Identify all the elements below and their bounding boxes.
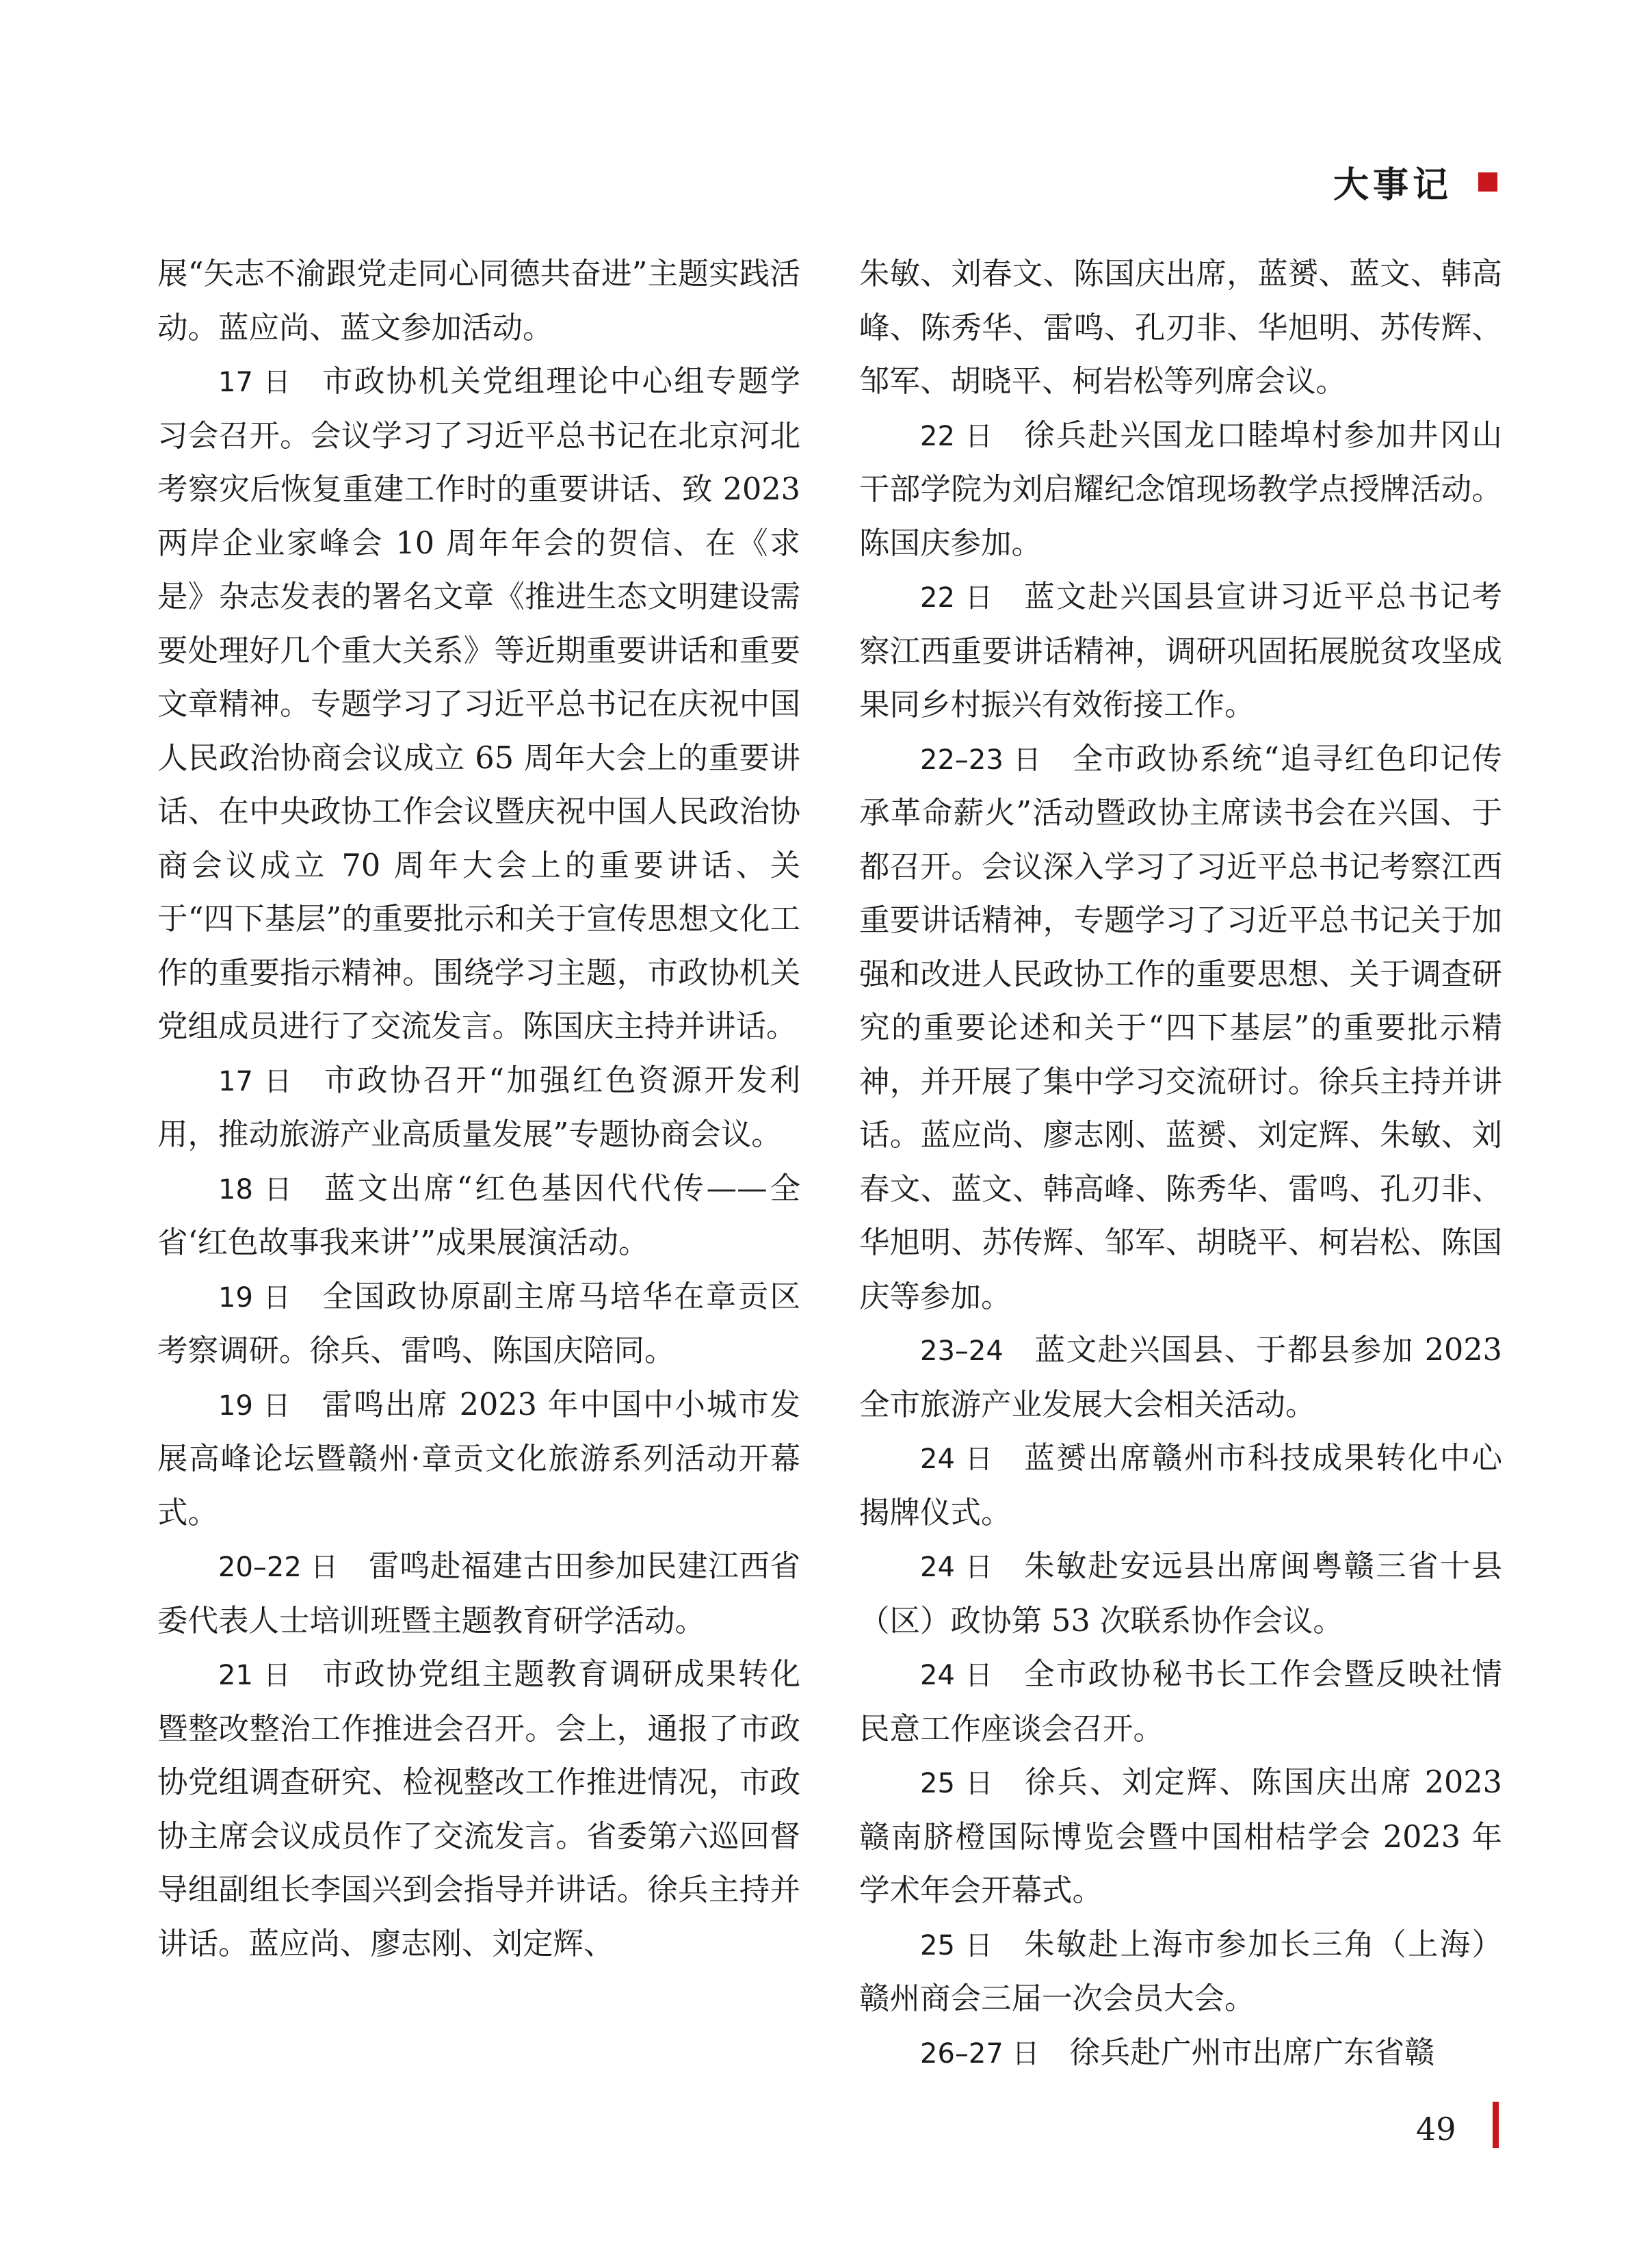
- entry-date: 22 日: [920, 582, 995, 614]
- entry-date: 19 日: [218, 1281, 293, 1314]
- entry-text: 全国政协原副主席马培华在章贡区考察调研。徐兵、雷鸣、陈国庆陪同。: [157, 1279, 800, 1368]
- entry-date: 26–27 日: [920, 2037, 1040, 2070]
- entry-text: 市政协召开“加强红色资源开发利用，推动旅游产业高质量发展”专题协商会议。: [157, 1062, 800, 1152]
- left-column: [157, 248, 800, 1971]
- chronicle-entry: [859, 1756, 1502, 1918]
- entry-text: 朱敏赴上海市参加长三角（上海）赣州商会三届一次会员大会。: [859, 1927, 1502, 2016]
- chronicle-entry: [859, 2026, 1502, 2081]
- entry-date: 24 日: [920, 1444, 995, 1475]
- entry-date: 22 日: [920, 420, 995, 452]
- entry-date: 17 日: [218, 1065, 294, 1097]
- entry-text: 蓝文出席“红色基因代代传——全省‘红色故事我来讲’”成果展演活动。: [157, 1171, 800, 1260]
- chronicle-entry: [859, 1540, 1502, 1648]
- entry-continuation: [157, 248, 800, 355]
- entry-text: 展“矢志不渝跟党走同心同德共奋进”主题实践活动。蓝应尚、蓝文参加活动。: [157, 257, 800, 345]
- entry-text: 朱敏、刘春文、陈国庆出席，蓝赟、蓝文、韩高峰、陈秀华、雷鸣、孔刃非、华旭明、苏传辉、邹军、胡晓平、柯岩松等列席会议。: [859, 257, 1502, 399]
- chronicle-entry: [859, 1324, 1502, 1432]
- chronicle-entry: [859, 409, 1502, 571]
- entry-date: 21 日: [218, 1660, 293, 1691]
- chronicle-entry: [157, 1540, 800, 1648]
- entry-date: 24 日: [920, 1552, 995, 1583]
- chronicle-entry: [859, 1432, 1502, 1540]
- entry-date: 18 日: [218, 1173, 295, 1205]
- entry-text: 徐兵、刘定辉、陈国庆出席 2023 赣南脐橙国际博览会暨中国柑桔学会 2023 年学术年会开幕式。: [859, 1765, 1502, 1908]
- entry-date: 24 日: [920, 1660, 995, 1691]
- entry-date: 19 日: [218, 1390, 292, 1422]
- chronicle-entry: [157, 355, 800, 1054]
- chronicle-entry: [157, 1162, 800, 1270]
- section-title: 大事记: [1333, 165, 1452, 206]
- entry-text: 雷鸣出席 2023 年中国中小城市发展高峰论坛暨赣州·章贡文化旅游系列活动开幕式。: [157, 1387, 800, 1530]
- entry-text: 市政协党组主题教育调研成果转化暨整改整治工作推进会召开。会上，通报了市政协党组调查研究、检视整改工作推进情况，市政协主席会议成员作了交流发言。省委第六巡回督导组副组长李国兴到会指导并讲话。徐兵主持并讲话。蓝应尚、廖志刚、刘定辉、: [157, 1657, 800, 1961]
- entry-text: 朱敏赴安远县出席闽粤赣三省十县（区）政协第 53 次联系协作会议。: [859, 1549, 1502, 1639]
- running-header: [1333, 156, 1497, 207]
- entry-text: 市政协机关党组理论中心组专题学习会召开。会议学习了习近平总书记在北京河北考察灾后恢复重建工作时的重要讲话、致 2023 两岸企业家峰会 10 周年年会的贺信、在《求是》杂志发表的署名文章《推进生态文明建设需要处理好几个重大关系》等近期重要讲话和重要文章精神。专题学习了习近平总书记在庆祝中国人民政治协商会议成立 65 周年大会上的重要讲话、在中央政协工作会议暨庆祝中国人民政治协商会议成立 70 周年大会上的重要讲话、关于“四下基层”的重要批示和关于宣传思想文化工作的重要指示精神。围绕学习主题，市政协机关党组成员进行了交流发言。陈国庆主持并讲话。: [157, 364, 800, 1044]
- page-number: 49: [1416, 2111, 1456, 2148]
- entry-date: 22–23 日: [920, 744, 1043, 776]
- entry-date: 23–24: [920, 1335, 1004, 1367]
- entry-date: 17 日: [218, 367, 293, 398]
- chronicle-entry: [157, 1054, 800, 1162]
- entry-text: 徐兵赴广州市出席广东省赣: [1069, 2035, 1435, 2070]
- chronicle-entry: [859, 733, 1502, 1325]
- entry-text: 雷鸣赴福建古田参加民建江西省委代表人士培训班暨主题教育研学活动。: [157, 1549, 800, 1639]
- entry-text: 蓝文赴兴国县、于都县参加 2023 全市旅游产业发展大会相关活动。: [859, 1333, 1502, 1422]
- chronicle-entry: [859, 1918, 1502, 2026]
- chronicle-entry: [157, 1648, 800, 1971]
- entry-date: 25 日: [920, 1768, 995, 1799]
- entry-date: 25 日: [920, 1929, 995, 1961]
- entry-text: 蓝文赴兴国县宣讲习近平总书记考察江西重要讲话精神，调研巩固拓展脱贫攻坚成果同乡村振兴有效衔接工作。: [859, 579, 1502, 722]
- entry-date: 20–22 日: [218, 1552, 339, 1583]
- chronicle-entry: [859, 1648, 1502, 1756]
- entry-continuation: [859, 248, 1502, 409]
- entry-text: 全市政协系统“追寻红色印记传承革命薪火”活动暨政协主席读书会在兴国、于都召开。会议深入学习了习近平总书记考察江西重要讲话精神，专题学习了习近平总书记关于加强和改进人民政协工作的重要思想、关于调查研究的重要论述和关于“四下基层”的重要批示精神，并开展了集中学习交流研讨。徐兵主持并讲话。蓝应尚、廖志刚、蓝赟、刘定辉、朱敏、刘春文、蓝文、韩高峰、陈秀华、雷鸣、孔刃非、华旭明、苏传辉、邹军、胡晓平、柯岩松、陈国庆等参加。: [859, 741, 1502, 1314]
- page-number-bar: [1493, 2102, 1499, 2148]
- chronicle-entry: [157, 1270, 800, 1379]
- chronicle-entry: [859, 571, 1502, 733]
- chronicle-entry: [157, 1379, 800, 1541]
- header-square-marker: [1478, 172, 1497, 192]
- right-column: [859, 248, 1502, 2080]
- entry-text: 全市政协秘书长工作会暨反映社情民意工作座谈会召开。: [859, 1657, 1502, 1747]
- entry-text: 蓝赟出席赣州市科技成果转化中心揭牌仪式。: [859, 1441, 1502, 1530]
- entry-text: 徐兵赴兴国龙口睦埠村参加井冈山干部学院为刘启耀纪念馆现场教学点授牌活动。陈国庆参加。: [859, 417, 1502, 561]
